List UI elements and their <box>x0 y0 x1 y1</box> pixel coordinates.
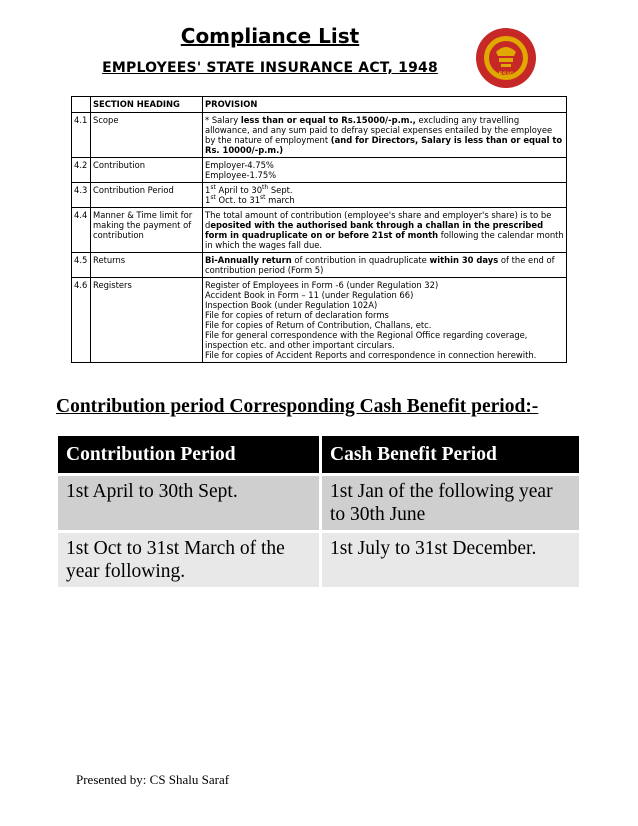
row-section: Manner & Time limit for making the payment of contribution <box>91 208 203 253</box>
row-number: 4.6 <box>72 278 91 363</box>
table-row <box>72 253 567 278</box>
benefit-table <box>58 436 579 587</box>
provision-line: Inspection Book (under Regulation 102A) <box>205 300 378 310</box>
provision-text: following the calendar month in which the wages fall due. <box>205 230 564 250</box>
provision-line: Employer-4.75% <box>205 160 274 170</box>
date-text: Oct. to 31 <box>215 195 261 205</box>
row-section: Contribution Period <box>91 183 203 208</box>
row-provision <box>203 158 567 183</box>
page-subtitle: EMPLOYEES' STATE INSURANCE ACT, 1948 <box>102 60 438 76</box>
page-title: Compliance List <box>180 24 360 48</box>
row-section: Contribution <box>91 158 203 183</box>
row-number: 4.1 <box>72 113 91 158</box>
col-section-header: SECTION HEADING <box>91 97 203 113</box>
date-text: march <box>265 195 295 205</box>
row-number: 4.3 <box>72 183 91 208</box>
provision-line: Employee-1.75% <box>205 170 277 180</box>
row-number: 4.5 <box>72 253 91 278</box>
table-row <box>72 158 567 183</box>
provision-bold: Bi-Annually return <box>205 255 292 265</box>
table-row <box>72 208 567 253</box>
table-cell: 1st Jan of the following year to 30th June <box>321 475 580 532</box>
provision-text: of the end of contribution period (Form 5) <box>205 255 555 275</box>
table-row <box>72 183 567 208</box>
col-provision-header: PROVISION <box>203 97 567 113</box>
ordinal-suffix: st <box>210 194 216 202</box>
ordinal-suffix: st <box>210 184 216 192</box>
provision-line <box>205 195 564 205</box>
provision-bold: within 30 days <box>429 255 499 265</box>
table-row <box>72 278 567 363</box>
provision-bold: less than or equal to Rs.15000/-p.m., <box>240 115 416 125</box>
provision-text: * Salary <box>205 115 241 125</box>
col-no-header <box>72 97 91 113</box>
provision-line <box>205 185 564 195</box>
row-section: Scope <box>91 113 203 158</box>
ordinal-suffix: st <box>260 194 266 202</box>
row-provision <box>203 183 567 208</box>
row-section: Returns <box>91 253 203 278</box>
row-provision <box>203 278 567 363</box>
provision-bold: (and for Directors, Salary is less than or equal to Rs. 10000/-p.m.) <box>205 135 563 155</box>
ordinal-suffix: th <box>262 184 269 192</box>
provision-line: File for copies of Return of Contribution, Challans, etc. <box>205 320 432 330</box>
table-row <box>72 113 567 158</box>
compliance-table <box>71 96 567 363</box>
row-provision <box>203 253 567 278</box>
table-row <box>58 475 579 532</box>
benefit-header-row <box>58 436 579 475</box>
table-cell: 1st Oct to 31st March of the year following. <box>58 532 321 588</box>
date-text: 1 <box>205 195 211 205</box>
table-cell: 1st July to 31st December. <box>321 532 580 588</box>
provision-line: File for copies of Accident Reports and correspondence in connection herewith. <box>205 350 537 360</box>
provision-line: File for general correspondence with the Regional Office regarding coverage, inspection etc. and other important circulars. <box>205 330 528 350</box>
row-provision <box>203 113 567 158</box>
provision-line: Accident Book in Form – 11 (under Regulation 66) <box>205 290 414 300</box>
footer-credit: Presented by: CS Shalu Saraf <box>76 772 230 787</box>
row-provision <box>203 208 567 253</box>
row-number: 4.4 <box>72 208 91 253</box>
table-cell: 1st April to 30th Sept. <box>58 475 321 532</box>
date-text: 1 <box>205 185 211 195</box>
provision-text: excluding any travelling allowance, and any sum paid to defray special expenses entailed by the employee by the nature of employment <box>205 115 553 145</box>
provision-text: The total amount of contribution (employee's share and employer's share) is to be d <box>205 210 552 230</box>
logo-text: ESIC <box>498 71 514 78</box>
section-heading: Contribution period Corresponding Cash Benefit period:- <box>56 396 539 417</box>
date-text: April to 30 <box>215 185 263 195</box>
compliance-header-row <box>72 97 567 113</box>
provision-bold: eposited with the authorised bank through a challan in the prescribed form in quadruplicate on or before 21st of month <box>205 220 544 240</box>
row-section: Registers <box>91 278 203 363</box>
provision-text: of contribution in quadruplicate <box>291 255 430 265</box>
col-contribution-period: Contribution Period <box>58 436 321 475</box>
esic-logo <box>474 24 538 94</box>
row-number: 4.2 <box>72 158 91 183</box>
col-cash-benefit-period: Cash Benefit Period <box>321 436 580 475</box>
provision-line: File for copies of return of declaration forms <box>205 310 389 320</box>
date-text: Sept. <box>268 185 293 195</box>
table-row <box>58 532 579 588</box>
provision-line: Register of Employees in Form -6 (under Regulation 32) <box>205 280 439 290</box>
